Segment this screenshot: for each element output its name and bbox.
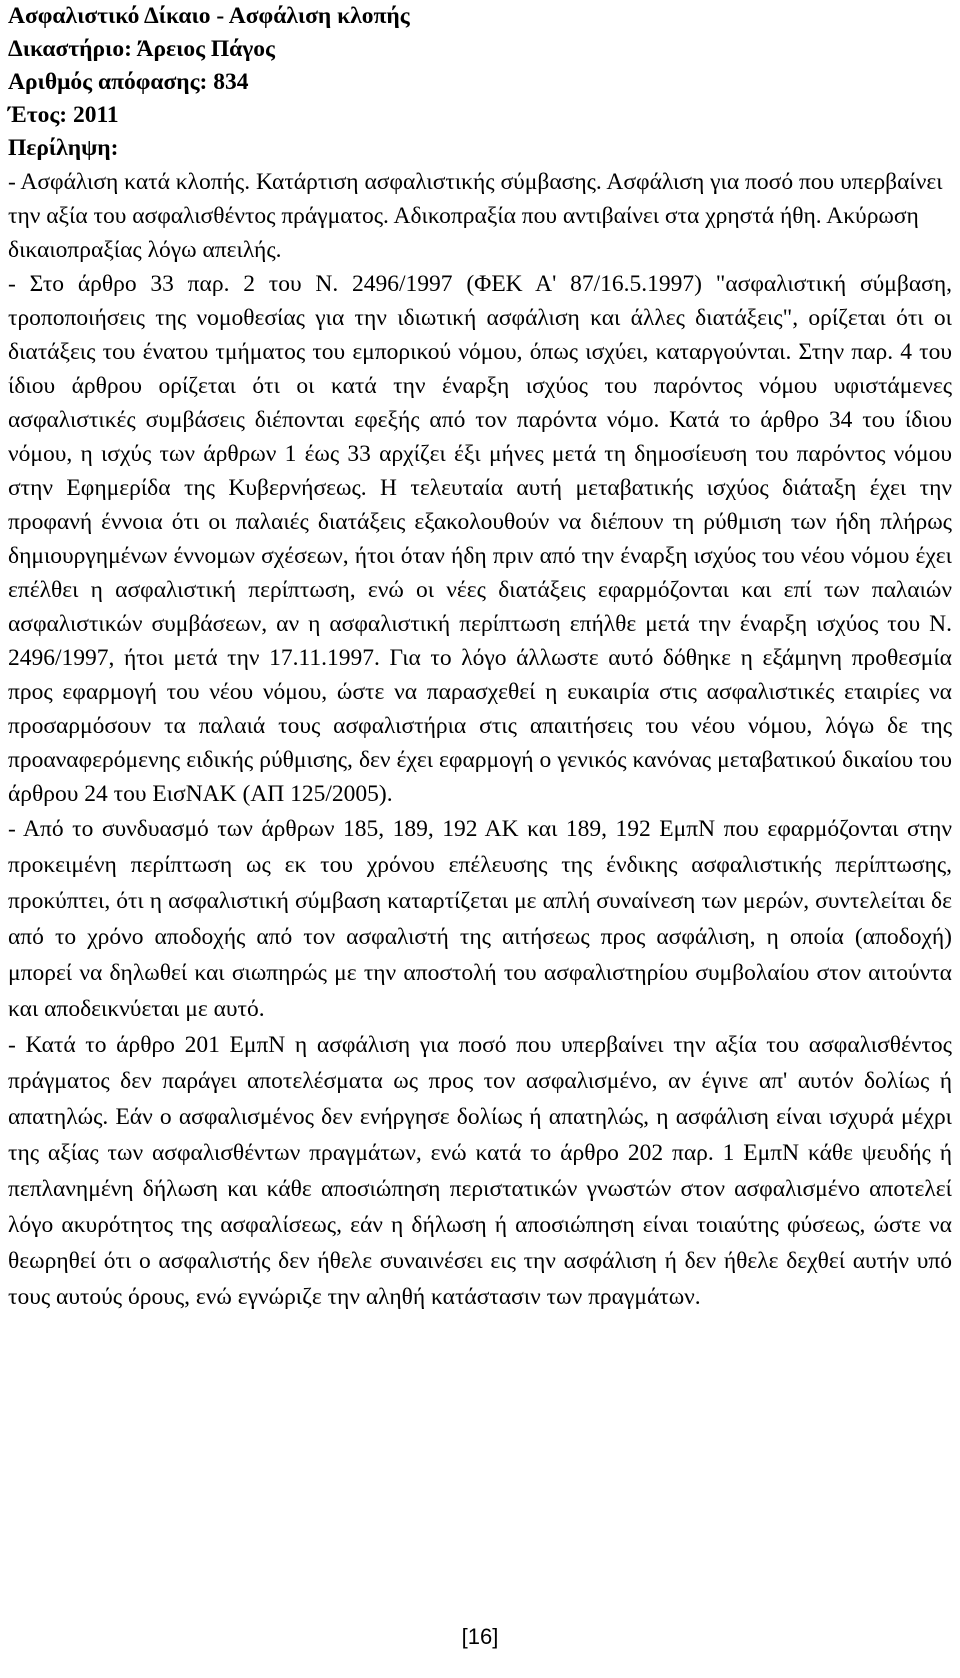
decision-number-heading: Αριθμός απόφασης: 834	[8, 69, 249, 95]
summary-paragraph-1: - Ασφάλιση κατά κλοπής. Κατάρτιση ασφαλιστικής σύμβασης. Ασφάλιση για ποσό που υπερβαίνει την αξία του ασφαλισθέντος πράγματος. Αδικοπραξία που αντιβαίνει στα χρηστά ήθη. Ακύρωση δικαιοπραξίας λόγω απειλής.	[8, 169, 943, 263]
summary-paragraph-4: - Κατά το άρθρο 201 ΕμπΝ η ασφάλιση για ποσό που υπερβαίνει την αξία του ασφαλισθέντος πράγματος δεν παράγει αποτελέσματα ως προς τον ασφαλισμένο, αν έγινε απ' αυτόν δολίως ή απατηλώς. Εάν ο ασφαλισμένος δεν ενήργησε δολίως ή απατηλώς, η ασφάλιση είναι ισχυρά μέχρι της αξίας των ασφαλισθέντων πραγμάτων, ενώ κατά το άρθρο 202 παρ. 1 ΕμπΝ κάθε ψευδής ή πεπλανημένη δήλωση και κάθε αποσιώπηση περιστατικών γνωστών στον ασφαλισμένο αποτελεί λόγο ακυρότητος της ασφαλίσεως, εάν η δήλωση ή αποσιώπηση είναι τοιαύτης φύσεως, ώστε να θεωρηθεί ότι ο ασφαλιστής δεν ήθελε συναινέσει εις την ασφάλιση ή δεν ήθελε δεχθεί αυτήν υπό τους αυτούς όρους, ενώ εγνώριζε την αληθή κατάστασιν των πραγμάτων.	[8, 1032, 952, 1310]
year-heading: Έτος: 2011	[8, 102, 119, 128]
summary-paragraph-3: - Από το συνδυασμό των άρθρων 185, 189, 192 ΑΚ και 189, 192 ΕμπΝ που εφαρμόζονται στην προκειμένη περίπτωση ως εκ του χρόνου επέλευσης της ένδικης ασφαλιστικής περίπτωσης, προκύπτει, ότι η ασφαλιστική σύμβαση καταρτίζεται με απλή συναίνεση των μερών, συντελείται δε από το χρόνο αποδοχής από τον ασφαλιστή της αιτήσεως προς ασφάλιση, η οποία (αποδοχή) μπορεί να δηλωθεί και σιωπηρώς με την αποστολή του ασφαλιστηρίου συμβολαίου στον αιτούντα και αποδεικνύεται με αυτό.	[8, 816, 952, 1022]
summary-heading: Περίληψη:	[8, 135, 119, 161]
summary-paragraph-2: - Στο άρθρο 33 παρ. 2 του Ν. 2496/1997 (ΦΕΚ Α' 87/16.5.1997) "ασφαλιστική σύμβαση, τροποποιήσεις της νομοθεσίας για την ιδιωτική ασφάλιση και άλλες διατάξεις", ορίζεται ότι οι διατάξεις του ένατου τμήματος του εμπορικού νόμου, όπως ισχύει, καταργούνται. Στην παρ. 4 του ίδιου άρθρου ορίζεται ότι οι κατά την έναρξη ισχύος του παρόντος νόμου υφιστάμενες ασφαλιστικές συμβάσεις διέπονται εφεξής από τον παρόντα νόμο. Κατά το άρθρο 34 του ίδιου νόμου, η ισχύς των άρθρων 1 έως 33 αρχίζει έξι μήνες μετά τη δημοσίευση του παρόντος νόμου στην Εφημερίδα της Κυβερνήσεως. Η τελευταία αυτή μεταβατικής ισχύος διάταξη έχει την προφανή έννοια ότι οι παλαιές διατάξεις εξακολουθούν να διέπουν τη ρύθμιση των ήδη πλήρως δημιουργημένων έννομων σχέσεων, ήτοι όταν ήδη πριν από την έναρξη ισχύος του νέου νόμου έχει επέλθει η ασφαλιστική περίπτωση, ενώ οι νέες διατάξεις εφαρμόζονται και επί των παλαιών ασφαλιστικών συμβάσεων, αν η ασφαλιστική περίπτωση επήλθε μετά την έναρξη ισχύος του Ν. 2496/1997, ήτοι μετά την 17.11.1997. Για το λόγο άλλωστε αυτό δόθηκε η εξάμηνη προθεσμία προς εφαρμογή του νέου νόμου, ώστε να παρασχεθεί η ευκαιρία στις ασφαλιστικές εταιρίες να προσαρμόσουν τα παλαιά τους ασφαλιστήρια στις απαιτήσεις του νέου νόμου, λόγω δε της προαναφερόμενης ειδικής ρύθμισης, δεν έχει εφαρμογή ο γενικός κανόνας μεταβατικού δικαίου του άρθρου 24 του ΕισΝΑΚ (ΑΠ 125/2005).	[8, 271, 952, 807]
page-number: [16]	[461, 1624, 499, 1649]
document-page	[8, 0, 952, 1315]
court-heading: Δικαστήριο: Άρειος Πάγος	[8, 36, 275, 62]
category-heading: Ασφαλιστικό Δίκαιο - Ασφάλιση κλοπής	[8, 3, 410, 29]
